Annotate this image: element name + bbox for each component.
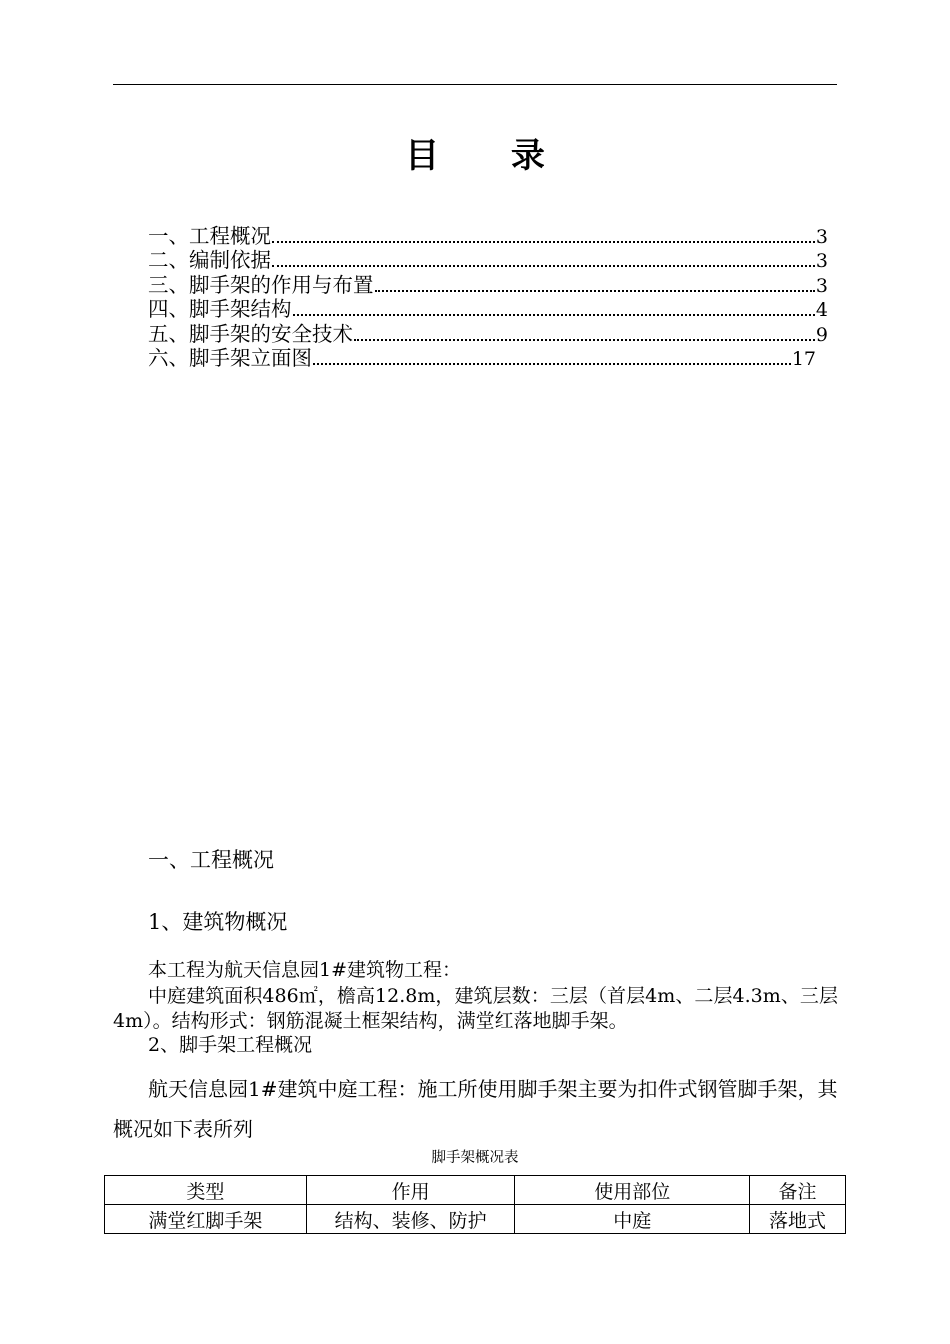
table-cell: 中庭 [515, 1205, 750, 1234]
table-header-row [105, 1176, 846, 1205]
subsection-heading: 1、建筑物概况 [148, 910, 288, 934]
toc-title: 目 录 [405, 136, 575, 176]
toc-entry-page: 3 [815, 250, 828, 273]
toc-entry[interactable] [148, 297, 828, 321]
table-of-contents [148, 224, 828, 370]
toc-leader-dots [354, 339, 815, 341]
section-heading: 一、工程概况 [148, 848, 274, 872]
toc-entry-label: 五、脚手架的安全技术 [148, 321, 353, 346]
toc-entry-label: 六、脚手架立面图 [148, 345, 312, 370]
table-caption: 脚手架概况表 [431, 1150, 519, 1166]
toc-entry-label: 二、编制依据 [148, 248, 271, 273]
table-row [105, 1205, 846, 1234]
table-cell: 结构、装修、防护 [306, 1205, 515, 1234]
table-header-cell: 备注 [750, 1176, 846, 1205]
toc-entry-page: 17 [791, 347, 816, 370]
toc-leader-dots [313, 363, 791, 365]
table-cell: 满堂红脚手架 [105, 1205, 307, 1234]
table-header-cell: 作用 [306, 1176, 515, 1205]
toc-entry-label: 三、脚手架的作用与布置 [148, 272, 374, 297]
toc-entry-label: 一、工程概况 [148, 224, 271, 248]
body-paragraph: 本工程为航天信息园1#建筑物工程： [148, 959, 462, 981]
toc-entry-page: 3 [815, 226, 828, 248]
body-paragraph: 中庭建筑面积486㎡，檐高12.8m，建筑层数：三层（首层4m、二层4.3m、三层4m）。结构形式：钢筋混凝土框架结构，满堂红落地脚手架。 [113, 985, 838, 1032]
toc-entry-page: 9 [815, 323, 828, 346]
table-header-cell: 类型 [105, 1176, 307, 1205]
toc-entry[interactable] [148, 322, 828, 346]
toc-leader-dots [272, 265, 815, 267]
header-rule [113, 84, 837, 85]
toc-entry[interactable] [148, 273, 828, 297]
subsection-heading: 2、脚手架工程概况 [148, 1034, 313, 1056]
toc-leader-dots [375, 290, 815, 292]
body-paragraph: 航天信息园1#建筑中庭工程：施工所使用脚手架主要为扣件式钢管脚手架，其概况如下表所列 [113, 1077, 838, 1141]
toc-leader-dots [293, 314, 815, 316]
toc-entry[interactable] [148, 346, 828, 370]
toc-entry[interactable] [148, 224, 828, 248]
toc-entry[interactable] [148, 248, 828, 272]
toc-leader-dots [272, 241, 815, 243]
scaffold-overview-table [104, 1175, 846, 1234]
toc-entry-page: 3 [815, 274, 828, 297]
table-header-cell: 使用部位 [515, 1176, 750, 1205]
table-cell: 落地式 [750, 1205, 846, 1234]
toc-entry-label: 四、脚手架结构 [148, 297, 292, 322]
toc-entry-page: 4 [815, 299, 828, 322]
